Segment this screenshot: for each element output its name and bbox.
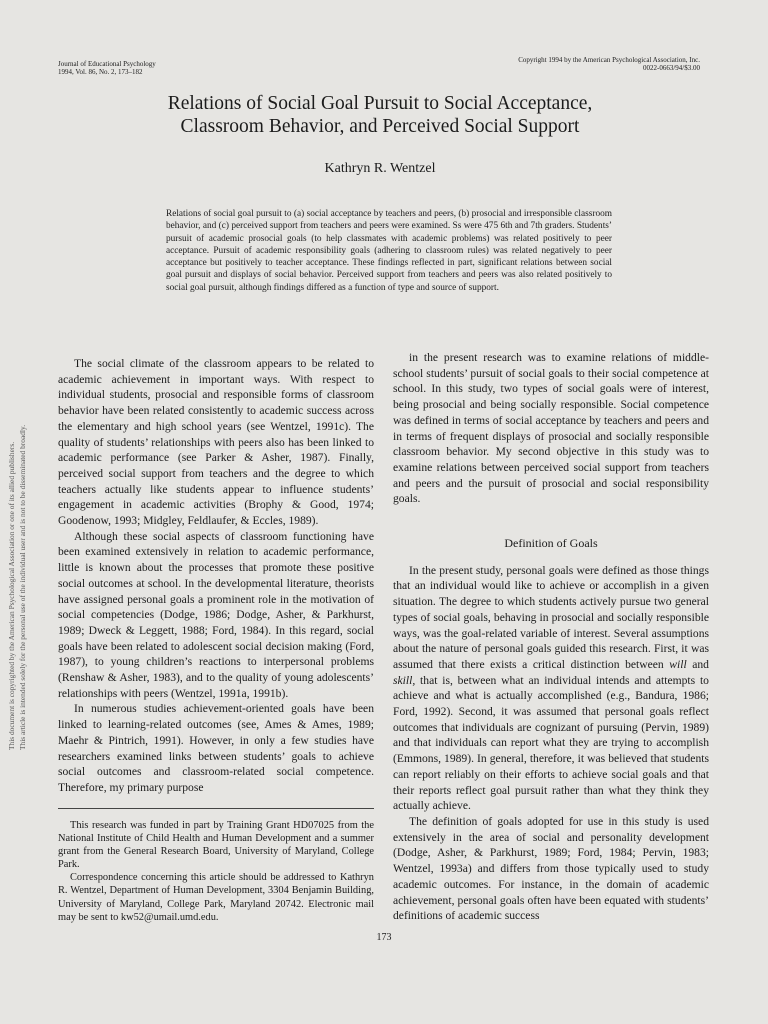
body-paragraph: The social climate of the classroom appears to be related to academic achievement in important ways. With respect to individual students, prosocial and responsible forms of classroom behavior have been related consistently to academic success across the elementary and high school years (see Wentzel, 1991c). The quality of students’ relationships with peers also has been linked to academic performance (see Parker & Asher, 1987). Finally, perceived social support from teachers and the degree to which teachers actually like students appear to influence students’ engagement in academic activities (Brophy & Good, 1974; Goodenow, 1993; Midgley, Feldlaufer, & Eccles, 1989). bbox=[58, 357, 374, 528]
page-number: 173 bbox=[376, 932, 392, 943]
copyright-notice-line: This document is copyrighted by the American Psychological Association or one of its allied publishers. bbox=[7, 441, 16, 750]
author-footnotes bbox=[58, 808, 374, 924]
usage-notice-line: This article is intended solely for the personal use of the individual user and is not to be disseminated broadly. bbox=[18, 424, 27, 750]
text-run: that is, between what an individual intends and attempts to achieve and what is actually accomplished (e.g., Bandura, 1986; Ford, 1992). Second, it was assumed that personal goals reflect outcomes that individuals are cognizant of pursuing (Pervin, 1989) and that individuals can report what they are trying to accomplish (Emmons, 1989). In general, therefore, it was believed that students can report reliably on their efforts to achieve social goals and that their reports reflect goal pursuit rather than what they think they actually achieve. bbox=[393, 673, 709, 813]
correspondence-note: Correspondence concerning this article should be addressed to Kathryn R. Wentzel, Department of Human Development, 3304 Benjamin Building, University of Maryland, College Park, Maryland 20742. Electronic mail may be sent to kw52@umail.umd.edu. bbox=[58, 872, 374, 923]
journal-citation bbox=[58, 60, 156, 76]
body-paragraph bbox=[393, 563, 709, 814]
body-paragraph: In numerous studies achievement-oriented goals have been linked to learning-related outcomes (see, Ames & Ames, 1989; Maehr & Pintrich, 1991). However, in only a few studies have researchers examined links between students’ goals to achieve social outcomes and classroom-related social competence. Therefore, my primary purpose bbox=[58, 702, 374, 794]
body-paragraph: Although these social aspects of classroom functioning have been examined extensively in relation to academic performance, little is known about the processes that promote these positive social outcomes at school. In the developmental literature, theorists have assigned personal goals a prominent role in the motivation of social competencies (Dodge, 1986; Dodge, Asher, & Parkhurst, 1989; Dweck & Leggett, 1988; Ford, 1984). In this regard, social goals have been related to adolescent social decision making (Ford, 1987), to young children’s reactions to interpersonal problems (Renshaw & Asher, 1983), and to the quality of young adolescents’ relationships with peers (Wentzel, 1991a, 1991b). bbox=[58, 529, 374, 700]
abstract: Relations of social goal pursuit to (a) social acceptance by teachers and peers, (b) prosocial and irresponsible classroom behavior, and (c) perceived support from teachers and peers were examined. Ss were 475 6th and 7th graders. Students’ pursuit of academic prosocial goals (to help classmates with academic problems) was related positively to peer acceptance. Pursuit of academic responsibility goals (adhering to classroom rules) was related negatively to peer acceptance but positively to teacher acceptance. These findings reflected in part, significant relations between social goal pursuit and displays of social behavior. Perceived support from teachers and peers was also related positively to social goal pursuit, although findings differed as a function of type and source of support. bbox=[166, 209, 612, 293]
body-paragraph: The definition of goals adopted for use in this study is used extensively in the area of social and personality development (Dodge, Asher, & Parkhurst, 1989; Ford, 1984; Pervin, 1983; Wentzel, 1993a) and differs from those typically used to study academic outcomes. For instance, in the domain of academic achievement, personal goals often have been equated with students’ definitions of academic success bbox=[393, 814, 709, 923]
article-title bbox=[60, 92, 700, 138]
copyright-line: Copyright 1994 by the American Psychological Association, Inc. bbox=[518, 56, 700, 64]
journal-volume: 1994, Vol. 86, No. 2, 173–182 bbox=[58, 68, 143, 76]
copyright-notice-margin bbox=[0, 240, 40, 760]
issn-line: 0022-0663/94/$3.00 bbox=[643, 64, 700, 72]
title-line-1: Relations of Social Goal Pursuit to Social Acceptance, bbox=[167, 93, 593, 114]
italic-term: skill, bbox=[393, 673, 416, 687]
section-heading: Definition of Goals bbox=[504, 536, 598, 551]
right-column bbox=[393, 350, 709, 924]
journal-name: Journal of Educational Psychology bbox=[58, 60, 156, 68]
italic-term: will bbox=[669, 657, 687, 671]
funding-note: This research was funded in part by Training Grant HD07025 from the National Institute of Child Health and Human Development and a summer grant from the General Research Board, University of Maryland, College Park. bbox=[58, 820, 374, 871]
copyright-info bbox=[518, 56, 700, 72]
author-name: Kathryn R. Wentzel bbox=[324, 161, 436, 176]
left-column bbox=[58, 356, 374, 796]
title-line-2: Classroom Behavior, and Perceived Social Support bbox=[180, 116, 580, 137]
text-run: In the present study, personal goals were defined as those things that an individual would like to achieve or accomplish in a given situation. The degree to which students actively pursue two general types of social goals, behaving in prosocial and socially responsible ways, was the goal-related variable of interest. Several assumptions about the nature of personal goals guided this research. First, it was assumed that there exists a critical distinction between bbox=[393, 563, 709, 671]
text-run: and bbox=[692, 657, 709, 671]
body-paragraph: in the present research was to examine relations of middle-school students’ pursuit of social goals to their social competence at school. In this study, two types of social goals were of interest, being prosocial and being socially responsible. Social competence was defined in terms of social acceptance by teachers and peers and in terms of frequent displays of prosocial and socially responsible classroom behavior. My second objective in this study was to examine relations between perceived social support from teachers and peers and the pursuit of prosocial and social responsibility goals. bbox=[393, 351, 709, 506]
